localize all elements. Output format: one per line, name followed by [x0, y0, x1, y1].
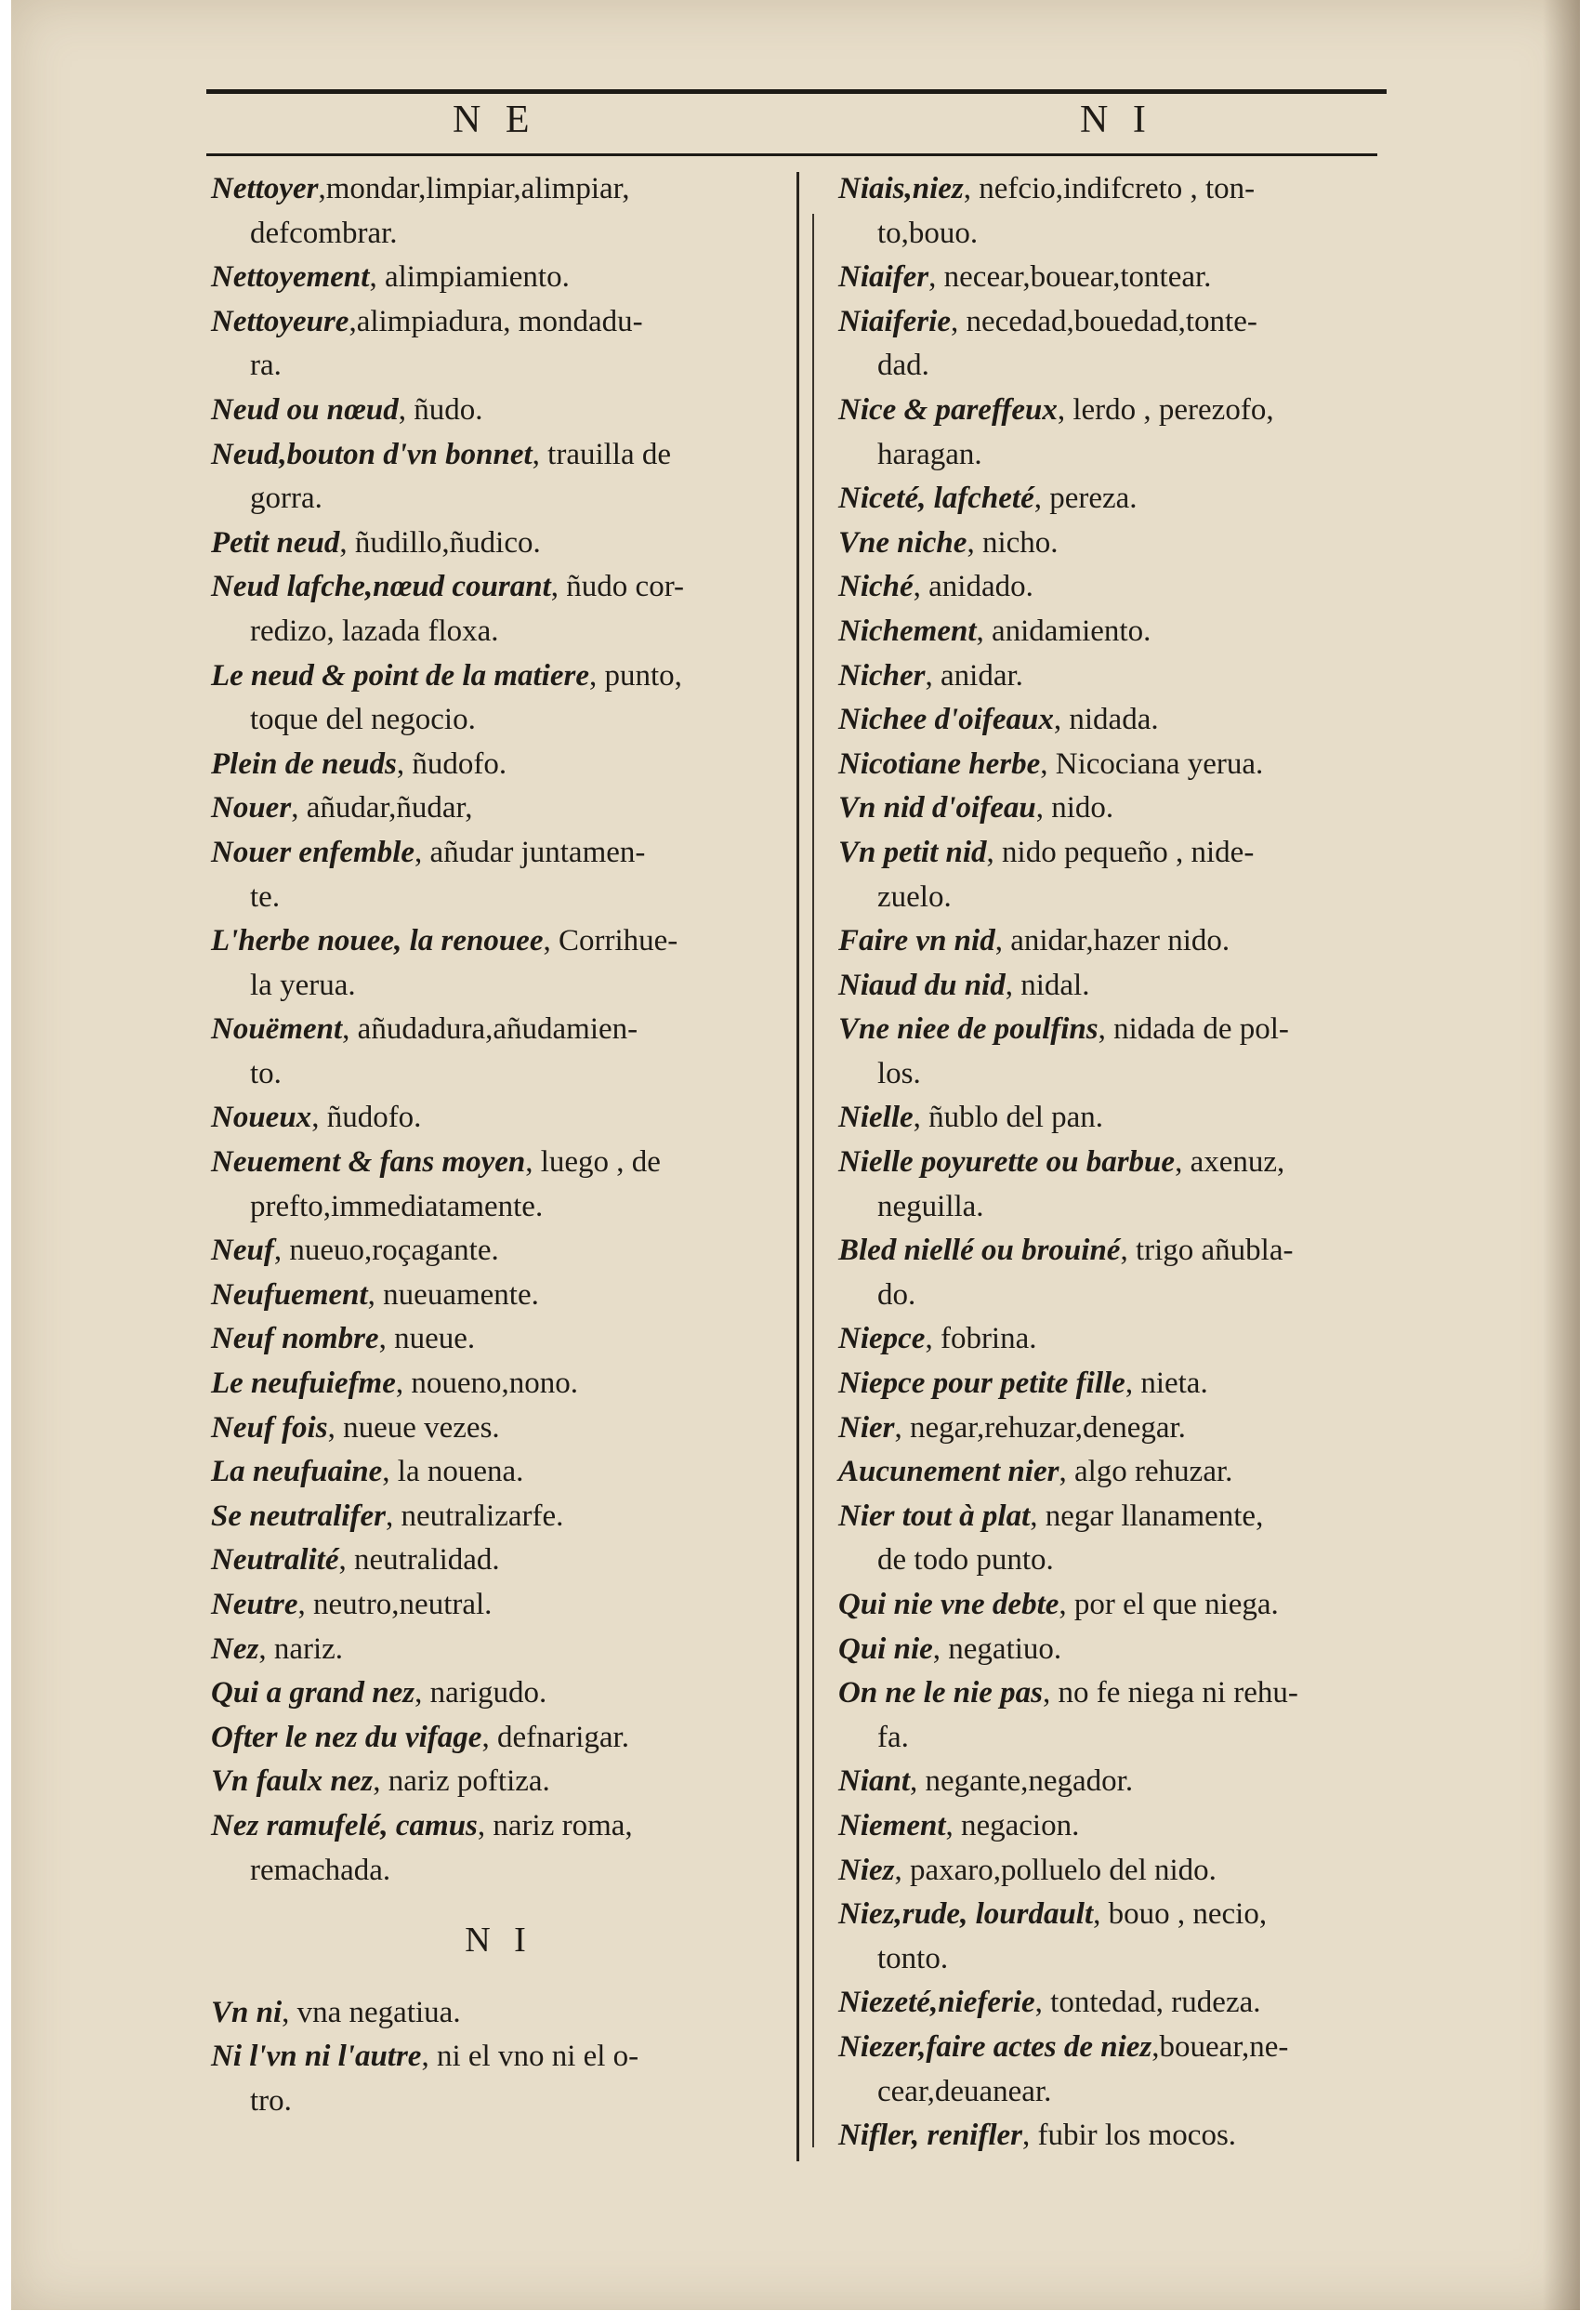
translation: , tontedad, rudeza. — [1034, 1986, 1261, 2020]
headword: Niepce — [838, 1322, 926, 1356]
headword: Nichee d'oifeaux — [838, 703, 1054, 737]
dictionary-entry — [838, 1804, 1396, 1849]
headword: Se neutralifer — [211, 1499, 386, 1533]
entry-continuation: la yerua. — [250, 968, 356, 1002]
headword: Nifler, renifler — [838, 2119, 1022, 2153]
headword: Bled niellé ou brouiné — [838, 1234, 1121, 1268]
headword: Nier — [838, 1410, 895, 1445]
translation: , neutralizarfe. — [385, 1499, 564, 1533]
translation: , Nicociana yerua. — [1040, 746, 1264, 781]
dictionary-entry — [838, 1008, 1396, 1052]
dictionary-entry — [211, 1141, 787, 1185]
headword: Niceté, lafcheté — [838, 482, 1034, 516]
headword: Niaud du nid — [838, 968, 1006, 1002]
translation: , necedad,bouedad,tonte- — [950, 304, 1257, 338]
headword: Nicotiane herbe — [838, 746, 1041, 781]
dictionary-entry — [838, 610, 1396, 654]
translation: , nueue. — [378, 1322, 476, 1356]
dictionary-entry — [211, 1317, 787, 1362]
dictionary-entry — [211, 1760, 787, 1804]
translation: , fobrina. — [925, 1322, 1037, 1356]
headword: Neud ou nœud — [211, 392, 399, 427]
dictionary-entry — [838, 1981, 1396, 2026]
translation: , defnarigar. — [481, 1720, 629, 1754]
dictionary-entry — [211, 1583, 787, 1628]
entry-continuation: to. — [250, 1056, 282, 1090]
translation: , pereza. — [1033, 482, 1138, 516]
headword: Ni l'vn ni l'autre — [211, 2040, 422, 2074]
dictionary-entry — [211, 167, 787, 212]
entry-continuation: de todo punto. — [877, 1543, 1054, 1578]
headword: Vn ni — [211, 1995, 283, 2029]
translation: , neutro,neutral. — [297, 1588, 493, 1621]
dictionary-entry — [838, 1671, 1396, 1716]
dictionary-entry — [838, 167, 1396, 212]
dictionary-entry — [838, 1317, 1396, 1362]
entry-continuation: defcombrar. — [250, 216, 398, 250]
translation: , nueue vezes. — [327, 1410, 500, 1445]
translation: , negacion. — [945, 1808, 1080, 1842]
translation: , narigudo. — [414, 1676, 547, 1710]
dictionary-entry — [838, 1893, 1396, 1937]
dictionary-entry — [211, 831, 787, 876]
entry-continuation: fa. — [877, 1720, 909, 1754]
headword: Niement — [838, 1808, 946, 1842]
dictionary-entry — [211, 1229, 787, 1274]
entry-continuation: tro. — [250, 2083, 292, 2118]
headword: On ne le nie pas — [838, 1676, 1044, 1710]
translation: , ñudo. — [398, 392, 483, 427]
entry-continuation: zuelo. — [877, 879, 952, 914]
column-divider-secondary — [812, 214, 814, 2147]
left-entries-after-heading — [211, 1991, 787, 2124]
entry-continuation: to,bouo. — [877, 216, 979, 250]
translation: , anidamiento. — [976, 614, 1151, 648]
dictionary-entry — [838, 964, 1396, 1009]
translation: , anidar. — [925, 658, 1023, 693]
translation: , noueno,nono. — [395, 1367, 579, 1401]
entry-continuation: tonto. — [877, 1941, 949, 1975]
translation: , nueuo,roçagante. — [273, 1234, 499, 1268]
headword: Qui nie vne debte — [838, 1588, 1059, 1621]
dictionary-entry — [838, 477, 1396, 522]
translation: , por el que niega. — [1059, 1588, 1279, 1621]
dictionary-entry — [838, 698, 1396, 743]
dictionary-entry — [838, 743, 1396, 787]
dictionary-entry — [211, 786, 787, 831]
entry-continuation: redizo, lazada floxa. — [250, 614, 499, 648]
translation: , negante,negador. — [910, 1764, 1134, 1799]
translation: , añudar juntamen- — [414, 835, 646, 869]
headword: Nouer enfemble — [211, 835, 415, 869]
translation: , añudadura,añudamien- — [342, 1012, 638, 1047]
translation: , nariz. — [258, 1631, 344, 1666]
headword: Nez ramufelé, camus — [211, 1808, 478, 1842]
dictionary-entry — [838, 1495, 1396, 1539]
dictionary-entry — [838, 565, 1396, 610]
translation: , fubir los mocos. — [1021, 2119, 1237, 2153]
dictionary-entry — [838, 1406, 1396, 1451]
dictionary-entry — [838, 919, 1396, 964]
headword: Nier tout à plat — [838, 1499, 1031, 1533]
headword: Niaiferie — [838, 304, 951, 338]
section-heading: N I — [465, 1921, 533, 1961]
entry-continuation: dad. — [877, 349, 929, 383]
translation: ,alimpiadura, mondadu- — [349, 304, 643, 338]
dictionary-entry — [211, 1008, 787, 1052]
headword: Aucunement nier — [838, 1455, 1059, 1489]
translation: , ñudillo,ñudico. — [339, 525, 541, 560]
headword: La neufuaine — [211, 1455, 383, 1489]
dictionary-entry — [211, 1495, 787, 1539]
headword: Neuf — [211, 1234, 274, 1268]
headword: Nichement — [838, 614, 977, 648]
headword: Neud lafche,nœud courant — [211, 570, 551, 604]
entry-continuation: ra. — [250, 349, 282, 383]
headword: Niezeté,nieferie — [838, 1986, 1035, 2020]
entry-continuation: haragan. — [877, 437, 982, 471]
translation: , lerdo , perezofo, — [1057, 392, 1274, 427]
dictionary-entry — [838, 1849, 1396, 1894]
translation: , axenuz, — [1175, 1145, 1285, 1180]
translation: , alimpiamiento. — [369, 260, 570, 295]
translation: , nidada. — [1053, 703, 1159, 737]
dictionary-entry — [211, 1096, 787, 1141]
dictionary-entry — [838, 1628, 1396, 1672]
headword: Vn petit nid — [838, 835, 987, 869]
dictionary-entry — [838, 389, 1396, 433]
dictionary-entry — [838, 786, 1396, 831]
dictionary-entry — [211, 1628, 787, 1672]
headword: Vne niche — [838, 525, 967, 560]
dictionary-entry — [211, 743, 787, 787]
headword: Nettoyement — [211, 260, 370, 295]
dictionary-entry — [838, 654, 1396, 699]
translation: , luego , de — [525, 1145, 661, 1180]
dictionary-entry — [211, 1716, 787, 1761]
entry-continuation: do. — [877, 1277, 916, 1312]
dictionary-entry — [838, 522, 1396, 566]
headword: Neutre — [211, 1588, 298, 1621]
right-column — [838, 167, 1396, 2159]
headword: Faire vn nid — [838, 924, 995, 958]
dictionary-entry — [211, 1450, 787, 1495]
translation: , algo rehuzar. — [1059, 1455, 1233, 1489]
dictionary-entry — [838, 1141, 1396, 1185]
left-entries — [211, 167, 787, 1893]
translation: , anidado. — [913, 570, 1033, 604]
header-bottom-rule — [206, 153, 1377, 156]
headword: Noueux — [211, 1101, 312, 1135]
translation: , nariz roma, — [477, 1808, 633, 1842]
entry-continuation: neguilla. — [877, 1189, 984, 1223]
translation: , trigo añubla- — [1120, 1234, 1294, 1268]
translation: , añudar,ñudar, — [291, 791, 473, 825]
headword: Nielle — [838, 1101, 914, 1135]
headword: Neutralité — [211, 1543, 339, 1578]
translation: , necear,bouear,tontear. — [928, 260, 1212, 295]
headword: Niais,niez — [838, 172, 964, 205]
dictionary-entry — [838, 1229, 1396, 1274]
headword: Niez — [838, 1853, 895, 1887]
translation: , nicho. — [967, 525, 1059, 560]
entry-continuation: remachada. — [250, 1853, 391, 1887]
translation: , vna negatiua. — [282, 1995, 461, 2029]
dictionary-entry — [838, 2026, 1396, 2070]
dictionary-entry — [211, 1406, 787, 1451]
entry-continuation: te. — [250, 879, 281, 914]
headword: Nez — [211, 1631, 259, 1666]
headword: Vn nid d'oifeau — [838, 791, 1036, 825]
translation: , neutralidad. — [338, 1543, 500, 1578]
headword: Vne niee de poulfins — [838, 1012, 1099, 1047]
dictionary-entry — [838, 256, 1396, 300]
headword: Le neufuiefme — [211, 1367, 396, 1401]
headword: Petit neud — [211, 525, 340, 560]
headword: Neuf fois — [211, 1410, 328, 1445]
headword: Nicher — [838, 658, 926, 693]
header-left: N E — [453, 99, 537, 141]
translation: , ñublo del pan. — [913, 1101, 1104, 1135]
dictionary-entry — [211, 1274, 787, 1318]
headword: Neuement & fans moyen — [211, 1145, 526, 1180]
book-page — [11, 0, 1580, 2310]
dictionary-entry — [838, 300, 1396, 345]
translation: , ñudofo. — [396, 746, 507, 781]
translation: , nieta. — [1125, 1367, 1208, 1401]
dictionary-entry — [211, 433, 787, 478]
dictionary-entry — [211, 919, 787, 964]
headword: Neud,bouton d'vn bonnet — [211, 437, 533, 471]
translation: , negatiuo. — [932, 1631, 1062, 1666]
dictionary-entry — [838, 1362, 1396, 1406]
dictionary-entry — [838, 1450, 1396, 1495]
headword: Le neud & point de la matiere — [211, 658, 589, 693]
headword: Plein de neuds — [211, 746, 397, 781]
dictionary-entry — [838, 1096, 1396, 1141]
dictionary-entry — [211, 1538, 787, 1583]
entry-continuation: prefto,immediatamente. — [250, 1189, 544, 1223]
header-top-rule — [206, 89, 1387, 94]
dictionary-entry — [211, 522, 787, 566]
dictionary-entry — [211, 565, 787, 610]
entry-continuation: cear,deuanear. — [877, 2074, 1052, 2108]
translation: , trauilla de — [532, 437, 672, 471]
dictionary-entry — [211, 256, 787, 300]
dictionary-entry — [838, 2114, 1396, 2159]
headword: Nielle poyurette ou barbue — [838, 1145, 1176, 1180]
column-divider — [796, 172, 799, 2161]
translation: , nidal. — [1005, 968, 1090, 1002]
headword: L'herbe nouee, la renouee — [211, 924, 544, 958]
dictionary-entry — [211, 2035, 787, 2080]
headword: Niepce pour petite fille — [838, 1367, 1125, 1401]
entry-continuation: gorra. — [250, 482, 322, 516]
headword: Neuf nombre — [211, 1322, 379, 1356]
dictionary-entry — [211, 389, 787, 433]
headword: Vn faulx nez — [211, 1764, 374, 1799]
translation: ,bouear,ne- — [1151, 2029, 1289, 2064]
headword: Niezer,faire actes de niez — [838, 2029, 1152, 2064]
translation: , negar llanamente, — [1030, 1499, 1264, 1533]
header-right: N I — [1080, 99, 1153, 141]
translation: , la nouena. — [382, 1455, 524, 1489]
translation: , ñudofo. — [311, 1101, 422, 1135]
translation: , negar,rehuzar,denegar. — [894, 1410, 1186, 1445]
entry-continuation: toque del negocio. — [250, 703, 476, 737]
translation: , Corrihue- — [543, 924, 678, 958]
dictionary-entry — [838, 1583, 1396, 1628]
translation: ,mondar,limpiar,alimpiar, — [318, 172, 630, 205]
headword: Niant — [838, 1764, 911, 1799]
page-edge-shadow — [1543, 0, 1580, 2310]
headword: Qui a grand nez — [211, 1676, 415, 1710]
left-column — [211, 167, 787, 2124]
headword: Neufuement — [211, 1277, 368, 1312]
translation: , nidada de pol- — [1098, 1012, 1289, 1047]
headword: Nettoyeure — [211, 304, 349, 338]
translation: , ni el vno ni el o- — [421, 2040, 639, 2074]
translation: , paxaro,polluelo del nido. — [894, 1853, 1217, 1887]
headword: Niaifer — [838, 260, 929, 295]
translation: , nefcio,indifcreto , ton- — [963, 172, 1256, 205]
translation: , anidar,hazer nido. — [994, 924, 1230, 958]
translation: , punto, — [588, 658, 682, 693]
translation: , nido pequeño , nide- — [986, 835, 1255, 869]
headword: Niez,rude, lourdault — [838, 1897, 1094, 1932]
translation: , no fe niega ni rehu- — [1043, 1676, 1298, 1710]
dictionary-entry — [211, 1991, 787, 2036]
translation: , nido. — [1035, 791, 1114, 825]
translation: , nariz poftiza. — [373, 1764, 550, 1799]
dictionary-entry — [211, 300, 787, 345]
entry-continuation: los. — [877, 1056, 921, 1090]
dictionary-entry — [211, 1362, 787, 1406]
translation: , ñudo cor- — [550, 570, 685, 604]
headword: Nouëment — [211, 1012, 343, 1047]
dictionary-entry — [211, 1804, 787, 1849]
translation: , bouo , necio, — [1093, 1897, 1268, 1932]
headword: Qui nie — [838, 1631, 933, 1666]
headword: Nice & pareffeux — [838, 392, 1058, 427]
headword: Nouer — [211, 791, 292, 825]
headword: Nettoyer — [211, 172, 319, 205]
dictionary-entry — [211, 654, 787, 699]
translation: , nueuamente. — [367, 1277, 539, 1312]
dictionary-entry — [211, 1671, 787, 1716]
headword: Niché — [838, 570, 914, 604]
dictionary-entry — [838, 1760, 1396, 1804]
headword: Ofter le nez du vifage — [211, 1720, 482, 1754]
dictionary-entry — [838, 831, 1396, 876]
